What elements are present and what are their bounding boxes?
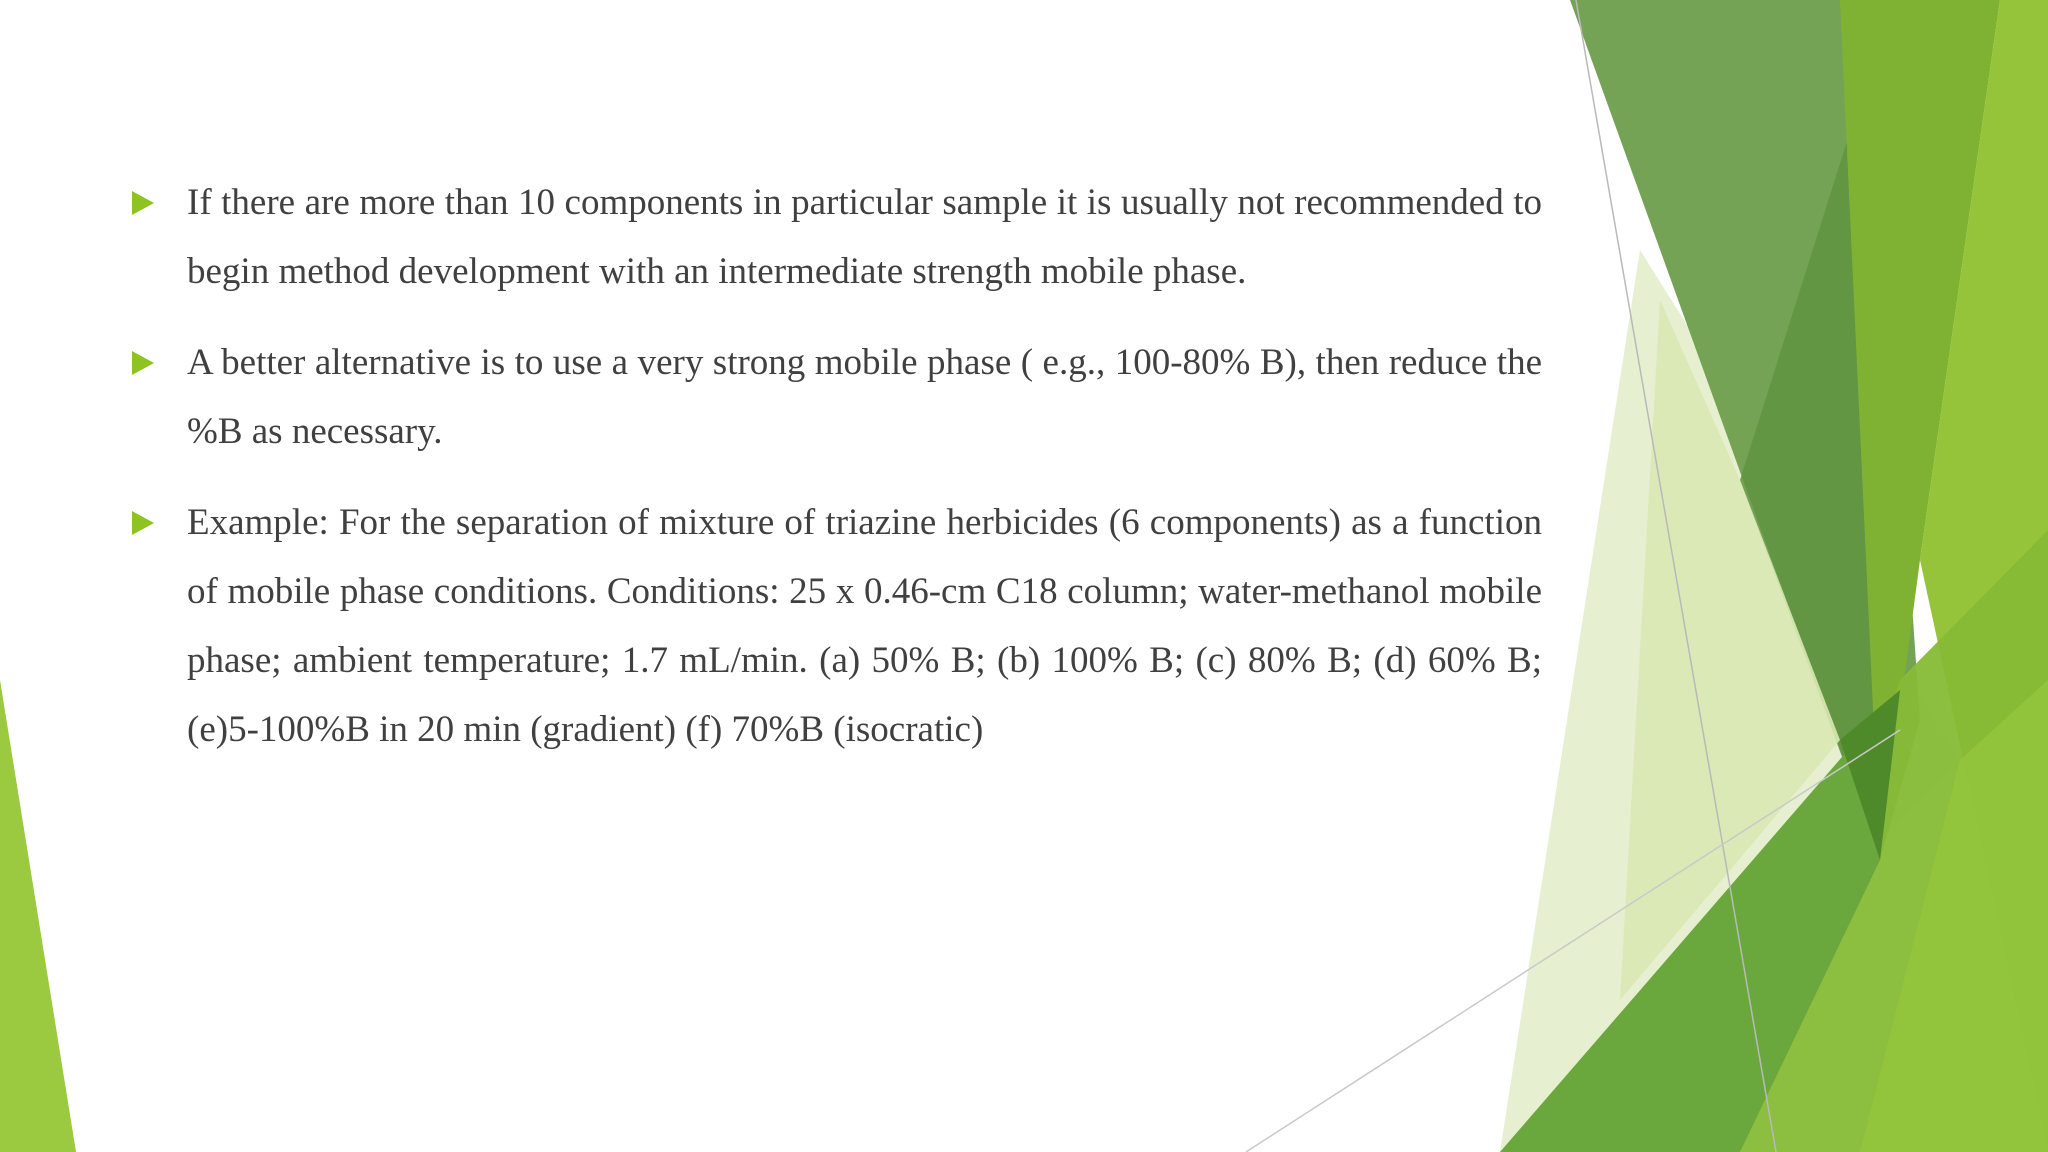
bullet-item <box>130 168 1542 306</box>
triangle-right-icon <box>132 511 154 535</box>
bullet-item <box>130 488 1542 764</box>
bullet-text: If there are more than 10 components in particular sample it is usually not recommended to begin method development with an intermediate strength mobile phase. <box>187 182 1542 292</box>
left-green-wedge <box>0 680 76 1152</box>
bullet-text: A better alternative is to use a very strong mobile phase ( e.g., 100-80% B), then reduce the %B as necessary. <box>187 342 1542 452</box>
triangle-right-icon <box>132 191 154 215</box>
bullet-text: Example: For the separation of mixture of triazine herbicides (6 components) as a function of mobile phase conditions. Conditions: 25 x 0.46-cm C18 column; water-methanol mobile phase; ambient temperature; 1.7 mL/min. (a) 50% B; (b) 100% B; (c) 80% B; (d) 60% B; (e)5-100%B in 20 min (gradient) (f) 70%B (isocratic) <box>187 502 1542 750</box>
slide-content <box>130 168 1542 786</box>
triangle-right-icon <box>132 351 154 375</box>
bullet-item <box>130 328 1542 466</box>
